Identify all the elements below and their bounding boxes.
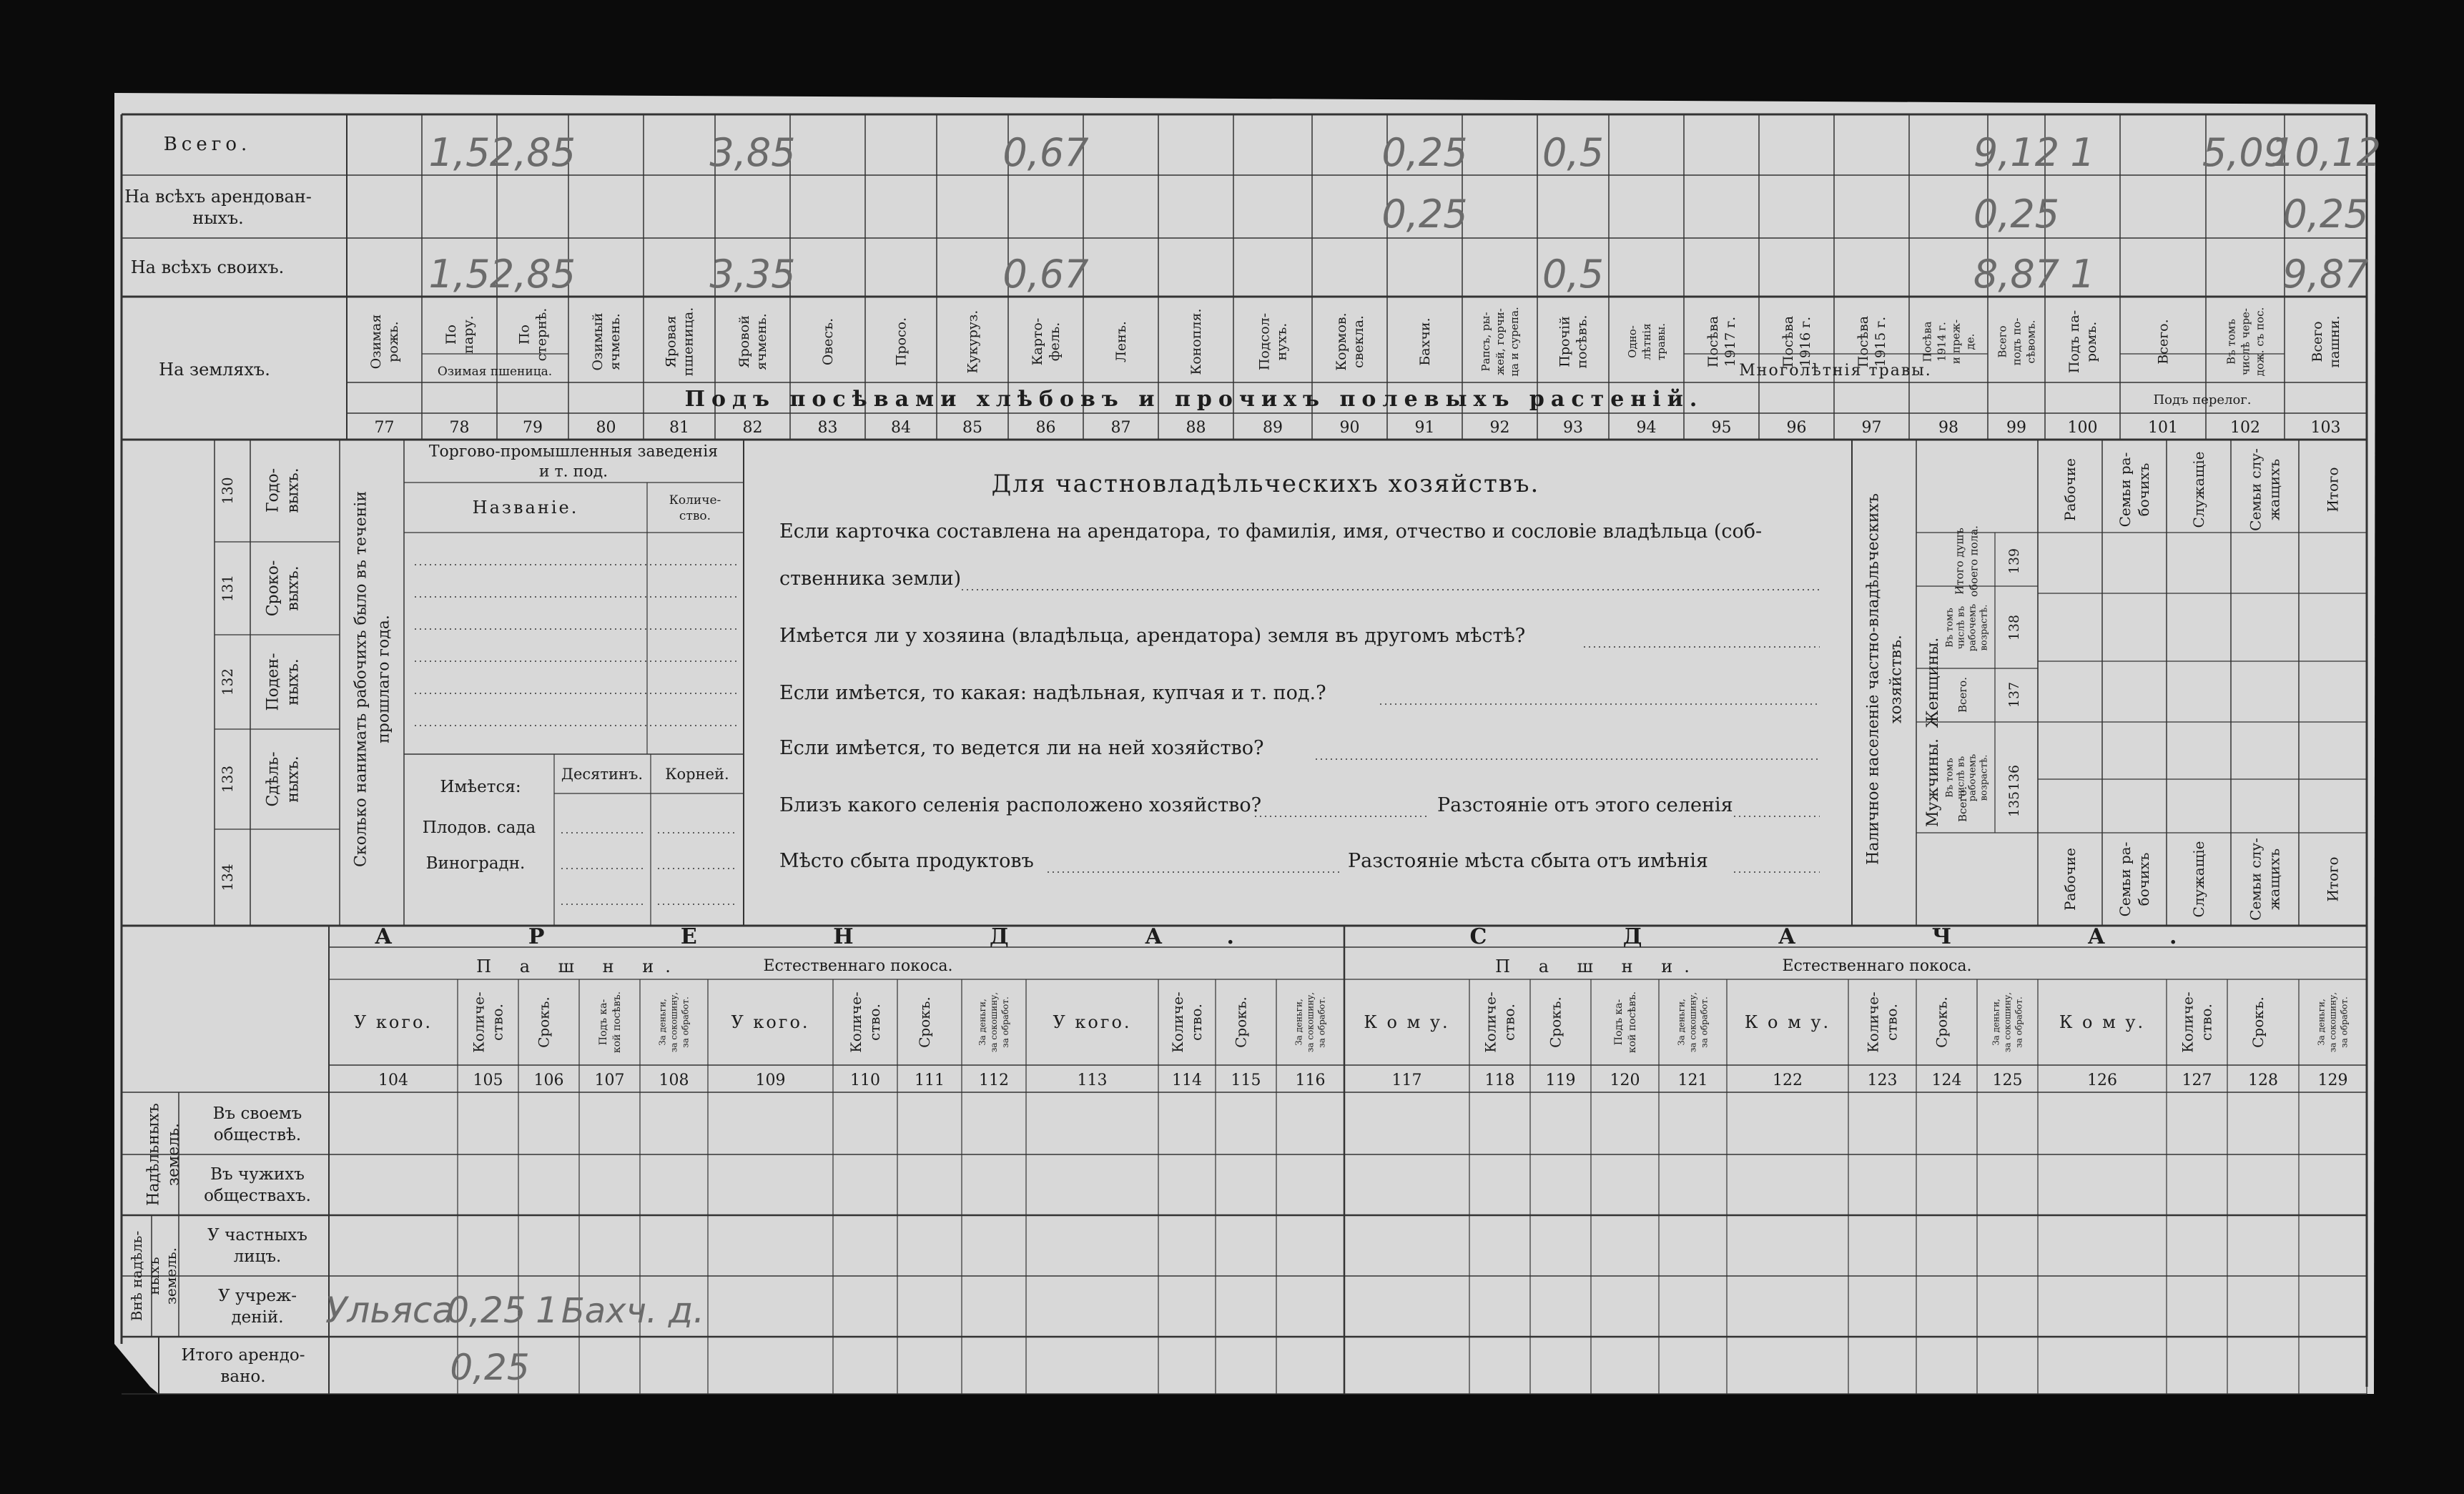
head-srok: Срокъ. <box>2249 996 2267 1048</box>
pop-col-number: 137 <box>2006 681 2022 708</box>
torg-nazvanie: Названіе. <box>472 498 579 518</box>
bottom-col-number: 117 <box>1391 1072 1422 1089</box>
crop-header-label: ячмень. <box>754 313 770 370</box>
arenda-estestv: Естественнаго покоса. <box>763 957 953 975</box>
head-za-den: за сокошину, <box>1687 991 1698 1053</box>
crop-header-label: свекла. <box>1351 315 1367 368</box>
head-kolichestvo: Количе- <box>847 991 864 1053</box>
crop-header-label: Всего. <box>2155 319 2172 365</box>
handwritten-value: 10,12 <box>2270 130 2381 175</box>
pop-v-tom-rab: Въ томъ <box>1944 608 1956 648</box>
crop-header-label: 1917 г. <box>1723 316 1739 367</box>
row-vne-nadel: ныхъ <box>145 1257 162 1295</box>
crop-header-label: подъ по- <box>2010 317 2024 366</box>
arenda-pashni: П а ш н и. <box>476 956 682 976</box>
population-title: хозяйствъ. <box>1887 634 1906 724</box>
pop-v-tom-rab: возрастѣ. <box>1978 754 1990 801</box>
head-u-kogo: У кого. <box>353 1012 433 1032</box>
head-srok: Срокъ. <box>1232 996 1250 1048</box>
crop-header-label: Посѣва <box>1780 315 1797 368</box>
crop-header-label: 1916 г. <box>1798 316 1814 367</box>
crop-header-label: Просо. <box>893 317 910 367</box>
row-label-vsego: Всего. <box>163 134 252 155</box>
pop-col-label: бочихъ <box>2135 852 2152 906</box>
population-title: Наличное населеніе частно-владѣльческихъ <box>1864 493 1883 865</box>
worker-col-number: 134 <box>219 864 236 891</box>
bottom-col-number: 110 <box>850 1072 880 1089</box>
handwritten-value: 0,25 <box>1381 192 1468 237</box>
row-nadelnykh: земель. <box>164 1122 183 1187</box>
crop-column-number: 89 <box>1263 419 1283 437</box>
bottom-col-number: 109 <box>755 1072 786 1089</box>
hw-kolichestvo: 0,25 <box>446 1290 526 1331</box>
head-kolichestvo: Количе- <box>1482 991 1499 1053</box>
crop-header-label: Конопля. <box>1188 308 1205 375</box>
pop-col-label: Служащіе <box>2190 841 2207 918</box>
handwritten-value: 0,5 <box>1542 252 1604 297</box>
crop-header-label: Яровая <box>663 315 679 368</box>
crop-header-label: пару. <box>460 315 477 354</box>
pop-col-label: Рабочие <box>2061 458 2079 521</box>
crop-header-label: де. <box>1963 333 1977 350</box>
crop-header-label: сѣвомъ. <box>2024 320 2038 364</box>
crop-column-number: 102 <box>2230 419 2260 437</box>
head-za-den: за обработ. <box>2339 996 2350 1048</box>
bottom-col-number: 126 <box>2087 1072 2117 1089</box>
center-line-other-land: Имѣется ли у хозяина (владѣльца, арендатора) земля въ другомъ мѣстѣ? <box>779 625 1526 647</box>
sdacha-title: С Д А Ч А. <box>1469 924 2242 949</box>
pop-v-tom-rab: Въ томъ <box>1944 758 1956 798</box>
handwritten-value: 0,25 <box>1381 130 1468 175</box>
pop-col-number: 135 <box>2006 791 2022 818</box>
row-u-chastnykh: У частныхъ <box>207 1226 307 1245</box>
bottom-col-number: 113 <box>1077 1072 1108 1089</box>
head-za-den: За деньги, <box>1991 999 2001 1046</box>
bottom-col-number: 120 <box>1610 1072 1640 1089</box>
workers-title: прошлаго года. <box>375 615 393 743</box>
crop-column-number: 93 <box>1563 419 1583 437</box>
head-komu: К о м у. <box>1364 1012 1450 1032</box>
crop-header-label: травы. <box>1654 323 1667 360</box>
sad-vinogradn: Виноградн. <box>425 854 526 873</box>
worker-label-godovykh: выхъ. <box>284 468 302 513</box>
bottom-col-number: 123 <box>1867 1072 1898 1089</box>
head-u-kogo: У кого. <box>1053 1012 1132 1032</box>
handwritten-value: 0,25 <box>2282 192 2369 237</box>
crop-header-label: 1914 г. <box>1935 322 1948 362</box>
crop-header-label: пшеница. <box>680 307 696 377</box>
crop-column-number: 87 <box>1110 419 1131 437</box>
bottom-col-number: 118 <box>1484 1072 1515 1089</box>
head-za-den: за сокошину, <box>2002 991 2013 1053</box>
hw-itogo-arend: 0,25 <box>450 1347 530 1388</box>
crop-header-label: жей, горчи- <box>1493 308 1507 375</box>
head-u-kogo: У кого. <box>731 1012 810 1032</box>
head-kolichestvo: ство. <box>1188 1004 1205 1041</box>
crop-header-label: Одно- <box>1625 325 1639 358</box>
center-line-selenie: Близъ какого селенія расположено хозяйство? <box>779 794 1262 816</box>
row-v-svoem: обществѣ. <box>213 1126 302 1145</box>
handwritten-value: 3,35 <box>709 252 796 297</box>
worker-label-podennykh: ныхъ. <box>284 658 302 706</box>
row-u-chastnykh: лицъ. <box>233 1247 282 1267</box>
worker-col-number: 131 <box>219 574 236 603</box>
head-kolichestvo: ство. <box>1500 1004 1518 1041</box>
row-label-zemlyakh: На земляхъ. <box>159 360 270 380</box>
head-za-den: За деньги, <box>977 999 988 1046</box>
crop-header-label: Карто- <box>1030 317 1046 366</box>
bottom-col-number: 116 <box>1295 1072 1326 1089</box>
handwritten-value: 9,87 <box>2282 252 2369 297</box>
crop-header-label: Яровой <box>736 315 753 368</box>
crop-column-number: 95 <box>1711 419 1732 437</box>
bottom-col-number: 106 <box>533 1072 564 1089</box>
crop-column-number: 99 <box>2006 419 2026 437</box>
crop-column-number: 82 <box>742 419 763 437</box>
worker-col-number: 130 <box>219 477 236 505</box>
crop-header-label: Кормов. <box>1334 312 1350 371</box>
crop-header-label: Всего <box>1996 325 2009 358</box>
workers-title: Сколько нанимать рабочихъ было въ теченіи <box>352 490 370 868</box>
handwritten-value: 5,09 <box>2202 130 2289 175</box>
crop-header-label: 1915 г. <box>1873 316 1889 367</box>
crop-column-number: 79 <box>523 419 543 437</box>
arenda-title: А Р Е Н Д А. <box>375 924 1298 949</box>
head-za-den: за обработ. <box>2014 996 2024 1048</box>
head-za-den: за обработ. <box>1000 996 1011 1048</box>
crop-header-label: дож. съ пос. <box>2253 307 2267 377</box>
worker-col-number: 133 <box>219 765 236 793</box>
crop-header-label: ячмень. <box>607 313 624 370</box>
worker-col-number: 132 <box>219 668 236 696</box>
sdacha-estestv: Естественнаго покоса. <box>1782 957 1972 975</box>
hw-u-kogo: Ульяса <box>325 1290 455 1331</box>
row-label-arend: ныхъ. <box>192 208 244 228</box>
center-title: Для частновладѣльческихъ хозяйствъ. <box>991 470 1540 498</box>
crop-header-label: Всего <box>2310 321 2326 362</box>
crop-header-label: рожь. <box>385 321 402 362</box>
pop-v-tom-rab: возрастѣ. <box>1978 604 1990 651</box>
pop-col-number: 136 <box>2006 764 2022 791</box>
hw-za-den: д. <box>668 1290 705 1331</box>
pop-col-label: жащихъ <box>2265 458 2283 521</box>
row-vne-nadel: Внѣ надѣль- <box>128 1230 145 1322</box>
center-line-sbyt: Мѣсто сбыта продуктовъ <box>779 850 1034 872</box>
worker-label-sdelnykh: ныхъ. <box>284 756 302 803</box>
center-line-type: Если имѣется, то какая: надѣльная, купчая и т. под.? <box>779 682 1326 704</box>
crop-banner: Подъ посѣвами хлѣбовъ и прочихъ полевыхъ растеній. <box>684 387 1704 412</box>
crop-header-label: ца и сурепа. <box>1507 307 1521 377</box>
head-za-den: за обработ. <box>1316 996 1327 1048</box>
head-kolichestvo: ство. <box>2197 1004 2215 1041</box>
pop-v-tom-rab: числѣ въ <box>1956 756 1967 800</box>
bottom-col-number: 111 <box>915 1072 945 1089</box>
center-line-khozyaistvo: Если имѣется, то ведется ли на ней хозяйство? <box>779 737 1264 759</box>
center-line-owner: Если карточка составлена на арендатора, то фамилія, имя, отчество и сословіе владѣльца (соб- <box>779 520 1763 543</box>
head-pod-kakoi: кой посѣвъ. <box>1626 991 1638 1054</box>
crop-column-number: 80 <box>596 419 616 437</box>
center-line-owner: ственника земли) <box>779 568 962 590</box>
row-itogo-arendovano: вано. <box>220 1367 266 1387</box>
crop-column-number: 85 <box>962 419 982 437</box>
row-label-svoi: На всѣхъ своихъ. <box>130 257 285 277</box>
crop-header-label: Посѣва <box>1705 315 1722 368</box>
head-za-den: За деньги, <box>2316 999 2327 1046</box>
head-za-den: за сокошину, <box>2327 991 2338 1053</box>
pop-itogo-dush: обоего пола. <box>1967 525 1981 597</box>
handwritten-value: 1 <box>2070 130 2095 175</box>
crop-header-label: По <box>516 324 533 345</box>
worker-label-srokovykh: выхъ. <box>284 565 302 611</box>
row-v-chuzhikh: Въ чужихъ <box>210 1165 305 1184</box>
crop-column-number: 88 <box>1186 419 1206 437</box>
sad-imeetsya: Имѣется: <box>440 778 521 796</box>
pop-col-label: Семьи слу- <box>2247 838 2265 921</box>
handwritten-value: 2,85 <box>489 252 576 297</box>
crop-header-label: стернѣ. <box>533 307 550 362</box>
crop-header-label: пашни. <box>2327 315 2343 368</box>
row-v-chuzhikh: обществахъ. <box>204 1187 311 1206</box>
handwritten-value: 0,5 <box>1542 130 1604 175</box>
pop-muzhchiny: Мужчины. <box>1924 738 1942 828</box>
bottom-col-number: 119 <box>1545 1072 1576 1089</box>
crop-column-number: 86 <box>1035 419 1056 437</box>
hw-pod-kakoi: Бахч. <box>561 1291 658 1331</box>
row-u-uchrezhd: У учреж- <box>218 1287 297 1306</box>
head-srok: Срокъ. <box>1933 996 1951 1048</box>
crop-header-label: По <box>443 324 460 345</box>
crop-header-label: числѣ чере- <box>2239 308 2252 375</box>
crop-header-label: нухъ. <box>1273 322 1290 361</box>
crop-column-number: 83 <box>817 419 838 437</box>
row-label-arend: На всѣхъ арендован- <box>124 187 312 207</box>
head-kolichestvo: Количе- <box>470 991 488 1053</box>
pop-col-label: Итого <box>2324 467 2342 513</box>
handwritten-value: 0,67 <box>1002 130 1089 175</box>
crop-column-number: 100 <box>2067 419 2098 437</box>
group-ozimaya-pshenitsa: Озимая пшеница. <box>437 365 553 379</box>
bottom-col-number: 108 <box>659 1072 689 1089</box>
handwritten-value: 8,87 <box>1973 252 2060 297</box>
handwritten-value: 2,85 <box>489 130 576 175</box>
bottom-col-number: 128 <box>2248 1072 2278 1089</box>
bottom-col-number: 129 <box>2317 1072 2348 1089</box>
crop-column-number: 91 <box>1414 419 1435 437</box>
crop-header-label: Въ томъ <box>2224 319 2238 365</box>
crop-header-label: Бахчи. <box>1417 317 1434 366</box>
crop-header-label: Посѣва <box>1856 315 1872 368</box>
handwritten-value: 0,67 <box>1002 252 1089 297</box>
crop-header-label: Подъ па- <box>2066 310 2083 374</box>
pop-v-tom-rab: рабочемъ <box>1967 603 1978 652</box>
head-za-den: за сокошину, <box>669 991 679 1053</box>
center-line-rasst-selenie: Разстояніе отъ этого селенія <box>1437 794 1733 816</box>
bottom-col-number: 127 <box>2182 1072 2212 1089</box>
bottom-col-number: 124 <box>1931 1072 1962 1089</box>
crop-column-number: 101 <box>2148 419 2178 437</box>
crop-column-number: 97 <box>1861 419 1882 437</box>
pop-vsego: Всего. <box>1956 677 1969 713</box>
bottom-col-number: 125 <box>1992 1072 2023 1089</box>
head-pod-kakoi: Подъ ка- <box>1612 999 1625 1046</box>
sad-plodov: Плодов. сада <box>422 818 536 837</box>
head-za-den: за сокошину, <box>989 991 1000 1053</box>
torg-title: и т. под. <box>538 462 608 481</box>
crop-column-number: 90 <box>1339 419 1360 437</box>
head-za-den: за сокошину, <box>1305 991 1316 1053</box>
pop-col-label: Семьи ра- <box>2116 841 2134 917</box>
bottom-col-number: 115 <box>1231 1072 1261 1089</box>
head-pod-kakoi: кой посѣвъ. <box>611 991 623 1054</box>
pop-col-label: Служащіе <box>2190 451 2207 528</box>
head-srok: Срокъ. <box>1547 996 1564 1048</box>
pop-v-tom-rab: рабочемъ <box>1967 753 1978 802</box>
pop-itogo-dush: Итого душъ <box>1953 528 1966 595</box>
head-za-den: за обработ. <box>1699 996 1710 1048</box>
crop-column-number: 98 <box>1938 419 1958 437</box>
crop-header-label: посѣвъ. <box>1574 315 1590 369</box>
torg-kolichestvo: ство. <box>679 508 711 523</box>
worker-label-srokovykh: Сроко- <box>264 560 282 617</box>
sdacha-pashni: П а ш н и. <box>1495 956 1701 976</box>
hw-srok: 1 <box>536 1290 558 1331</box>
pop-col-label: Семьи слу- <box>2247 448 2265 531</box>
head-pod-kakoi: Подъ ка- <box>597 999 609 1046</box>
bottom-col-number: 104 <box>378 1072 408 1089</box>
head-komu: К о м у. <box>2059 1012 2146 1032</box>
crop-column-number: 81 <box>669 419 689 437</box>
worker-label-sdelnykh: Сдѣль- <box>264 751 282 807</box>
crop-header-label: Ленъ. <box>1113 321 1130 362</box>
head-kolichestvo: ство. <box>488 1004 506 1041</box>
crop-column-number: 94 <box>1636 419 1657 437</box>
head-srok: Срокъ. <box>916 996 933 1048</box>
row-vne-nadel: земель. <box>162 1247 179 1305</box>
crop-header-label: лѣтнія <box>1640 323 1653 360</box>
head-srok: Срокъ. <box>535 996 553 1048</box>
crop-column-number: 84 <box>891 419 911 437</box>
handwritten-value: 1,5 <box>428 130 491 175</box>
head-kolichestvo: Количе- <box>1169 991 1186 1053</box>
bottom-col-number: 112 <box>979 1072 1009 1089</box>
pop-v-tom-rab: числѣ въ <box>1956 605 1967 650</box>
torg-title: Торгово-промышленныя заведенія <box>428 442 719 461</box>
group-mnogoletnie: Многолѣтнія травы. <box>1739 362 1932 380</box>
sad-kornei: Корней. <box>665 766 729 783</box>
bottom-col-number: 122 <box>1773 1072 1803 1089</box>
handwritten-value: 9,12 <box>1973 130 2060 175</box>
handwritten-value: 1 <box>2070 252 2095 297</box>
crop-column-number: 77 <box>374 419 395 437</box>
head-za-den: За деньги, <box>1676 999 1687 1046</box>
handwritten-value: 3,85 <box>709 130 796 175</box>
crop-header-label: Озимая <box>368 314 385 370</box>
crop-header-label: Прочій <box>1557 316 1573 367</box>
pop-col-label: Рабочие <box>2061 848 2079 911</box>
crop-header-label: Кукуруз. <box>965 310 981 374</box>
center-line-rasst-sbyt: Разстояніе мѣста сбыта отъ имѣнія <box>1348 850 1708 872</box>
pop-col-number: 139 <box>2006 548 2022 575</box>
pop-zhenshchiny: Женщины. <box>1924 637 1942 728</box>
sad-desyatin: Десятинъ. <box>561 766 644 783</box>
worker-label-godovykh: Годо- <box>264 468 282 513</box>
head-za-den: за обработ. <box>680 996 691 1048</box>
crop-column-number: 103 <box>2310 419 2341 437</box>
crop-header-label: Подсол- <box>1256 312 1273 371</box>
pop-col-label: Семьи ра- <box>2116 452 2134 528</box>
row-itogo-arendovano: Итого арендо- <box>181 1346 305 1365</box>
head-kolichestvo: Количе- <box>2179 991 2197 1053</box>
crop-header-label: и преж- <box>1949 319 1963 365</box>
crop-header-label: Озимый <box>590 312 606 371</box>
row-nadelnykh: Надѣльныхъ <box>144 1103 163 1206</box>
crop-header-label: Посѣва <box>1921 321 1934 362</box>
bottom-col-number: 105 <box>473 1072 503 1089</box>
crop-header-label: Рапсъ, ры- <box>1479 312 1492 372</box>
pop-vsego: Всего. <box>1956 786 1969 822</box>
crop-header-label: Овесъ. <box>820 317 837 366</box>
handwritten-value: 0,25 <box>1973 192 2060 237</box>
bottom-col-number: 107 <box>594 1072 625 1089</box>
pop-col-label: бочихъ <box>2135 462 2152 517</box>
pop-col-label: жащихъ <box>2265 848 2283 911</box>
head-za-den: За деньги, <box>657 999 668 1046</box>
crop-header-label: фель. <box>1047 322 1063 362</box>
head-za-den: За деньги, <box>1293 999 1304 1046</box>
head-kolichestvo: Количе- <box>1864 991 1882 1053</box>
bottom-col-number: 121 <box>1677 1072 1708 1089</box>
torg-kolichestvo: Количе- <box>669 493 721 508</box>
group-pod-perelog: Подъ перелог. <box>2153 392 2252 407</box>
head-komu: К о м у. <box>1744 1012 1831 1032</box>
row-u-uchrezhd: деній. <box>231 1308 284 1327</box>
crop-header-label: ромъ. <box>2084 321 2100 362</box>
crop-column-number: 78 <box>449 419 470 437</box>
bottom-col-number: 114 <box>1172 1072 1202 1089</box>
pop-col-number: 138 <box>2006 614 2022 641</box>
handwritten-value: 1,5 <box>428 252 491 297</box>
pop-col-label: Итого <box>2324 856 2342 902</box>
crop-column-number: 96 <box>1786 419 1807 437</box>
head-kolichestvo: ство. <box>866 1004 883 1041</box>
row-v-svoem: Въ своемъ <box>212 1104 302 1124</box>
head-kolichestvo: ство. <box>1883 1004 1901 1041</box>
crop-column-number: 92 <box>1489 419 1510 437</box>
worker-label-podennykh: Поден- <box>264 653 282 711</box>
